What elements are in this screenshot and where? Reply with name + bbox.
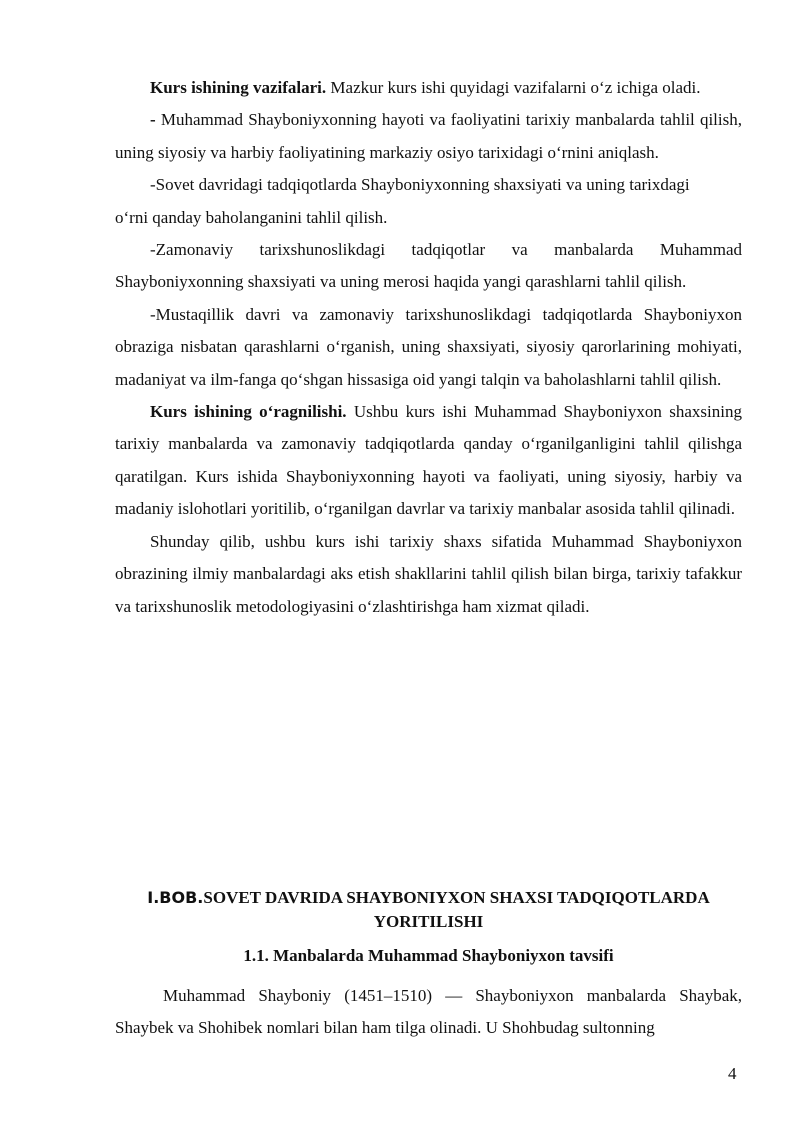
paragraph-task-2 bbox=[115, 169, 742, 234]
task-3-text: -Zamonaviy tarixshunoslikdagi tadqiqotlar va manbalarda Muhammad Shayboniyxonning shaxsiyati va uning merosi haqida yangi qarashlarni tahlil qilish. bbox=[115, 240, 742, 292]
task-1-dash: - bbox=[150, 110, 156, 130]
page-number: 4 bbox=[728, 1064, 737, 1083]
tasks-intro: Mazkur kurs ishi quyidagi vazifalarni o‘z ichiga oladi. bbox=[326, 78, 701, 97]
study-text: Ushbu kurs ishi Muhammad Shayboniyxon shaxsining tarixiy manbalarda va zamonaviy tadqiqotlarda qanday o‘rganilganligini tahlil qilishga qaratilgan. Kurs ishida Shayboniyxonning hayoti va faoliyati, uning siyosiy, harbiy va madaniy islohotlari yoritilib, o‘rganilgan davrlar va tarixiy manbalar asosida tahlil qilinadi. bbox=[115, 402, 742, 519]
study-heading: Kurs ishining o‘ragnilishi. bbox=[150, 402, 347, 422]
tasks-heading: Kurs ishining vazifalari. bbox=[150, 78, 327, 97]
paragraph-conclusion bbox=[115, 526, 742, 623]
section-body bbox=[115, 980, 742, 1045]
paragraph-task-4 bbox=[115, 299, 742, 396]
task-2-line-2: o‘rni qanday baholanganini tahlil qilish. bbox=[115, 207, 388, 227]
section-intro-text: Muhammad Shayboniy (1451–1510) — Shayboniyxon manbalarda Shaybak, Shaybek va Shohibek nomlari bilan ham tilga olinadi. U Shohbudag sultonning bbox=[115, 986, 742, 1038]
chapter-title: SOVET DAVRIDA SHAYBONIYXON SHAXSI TADQIQOTLARDA YORITILISHI bbox=[203, 888, 710, 931]
paragraph-tasks bbox=[115, 72, 742, 104]
conclusion-text: Shunday qilib, ushbu kurs ishi tarixiy shaxs sifatida Muhammad Shayboniyxon obrazining ilmiy manbalardagi aks etish shakllarini tahlil qilish bilan birga, tarixiy tafakkur va tarixshunoslik metodologiyasini o‘zlashtirishga ham xizmat qiladi. bbox=[115, 531, 742, 616]
section-heading: 1.1. Manbalarda Muhammad Shayboniyxon tavsifi bbox=[243, 946, 614, 965]
paragraph-section-intro bbox=[115, 980, 742, 1045]
chapter-heading bbox=[115, 886, 742, 934]
task-1-text: Muhammad Shayboniyxonning hayoti va faoliyatini tarixiy manbalarda tahlil qilish, uning siyosiy va harbiy faoliyatining markaziy osiyo tarixidagi o‘rnini aniqlash. bbox=[115, 110, 742, 162]
body-text bbox=[115, 72, 742, 623]
task-2-line-1: -Sovet davridagi tadqiqotlarda Shayboniyxonning shaxsiyati va uning tarixdagi bbox=[150, 175, 690, 195]
task-4-text: -Mustaqillik davri va zamonaviy tarixshunoslikdagi tadqiqotlarda Shayboniyxon obraziga nisbatan qarashlarni o‘rganish, uning shaxsiyati, siyosiy qarorlarining mohiyati, madaniyat va ilm-fanga qo‘shgan hissasiga oid yangi talqin va baholashlarni tahlil qilish. bbox=[115, 304, 742, 389]
paragraph-task-3 bbox=[115, 234, 742, 299]
paragraph-task-1 bbox=[115, 104, 742, 169]
paragraph-study bbox=[115, 396, 742, 526]
chapter-prefix: I.BOB. bbox=[147, 888, 204, 907]
